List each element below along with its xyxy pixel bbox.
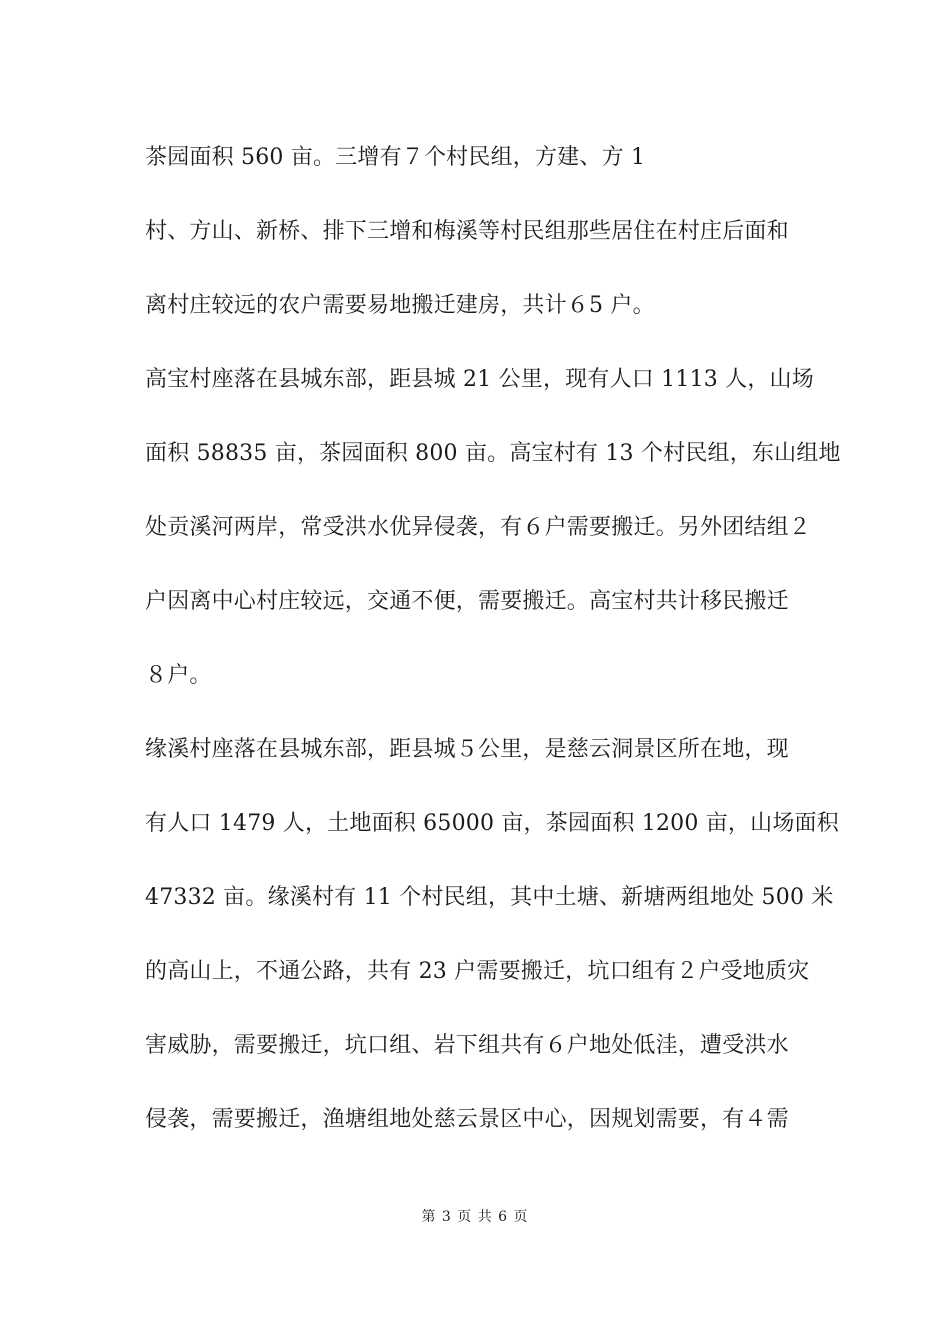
text-line: 茶园面积 560 亩。三增有７个村民组，方建、方 1 [145,145,646,170]
text-line: ８户。 [145,663,212,688]
text-line: 面积 58835 亩，茶园面积 800 亩。高宝村有 13 个村民组，东山组地 [145,441,841,466]
text-line: 有人口 1479 人，土地面积 65000 亩，茶园面积 1200 亩，山场面积 [145,811,839,836]
text-line: 缘溪村座落在县城东部，距县城５公里，是慈云洞景区所在地，现 [145,737,789,762]
page-indicator: 第 3 页 共 6 页 [421,1209,529,1225]
text-line: 村、方山、新桥、排下三增和梅溪等村民组那些居住在村庄后面和 [145,219,789,244]
text-line: 侵袭，需要搬迁，渔塘组地处慈云景区中心，因规划需要，有４需 [145,1107,789,1132]
text-line: 的高山上，不通公路，共有 23 户需要搬迁，坑口组有２户受地质灾 [145,959,810,984]
text-line: 处贡溪河两岸，常受洪水优异侵袭，有６户需要搬迁。另外团结组２ [145,515,812,540]
text-line: 害威胁，需要搬迁，坑口组、岩下组共有６户地处低洼，遭受洪水 [145,1033,789,1058]
text-line: 47332 亩。缘溪村有 11 个村民组，其中土塘、新塘两组地处 500 米 [145,885,834,910]
text-line: 高宝村座落在县城东部，距县城 21 公里，现有人口 1113 人，山场 [145,367,814,392]
text-line: 离村庄较远的农户需要易地搬迁建房，共计６5 户。 [145,293,655,318]
text-line: 户因离中心村庄较远，交通不便，需要搬迁。高宝村共计移民搬迁 [145,589,789,614]
